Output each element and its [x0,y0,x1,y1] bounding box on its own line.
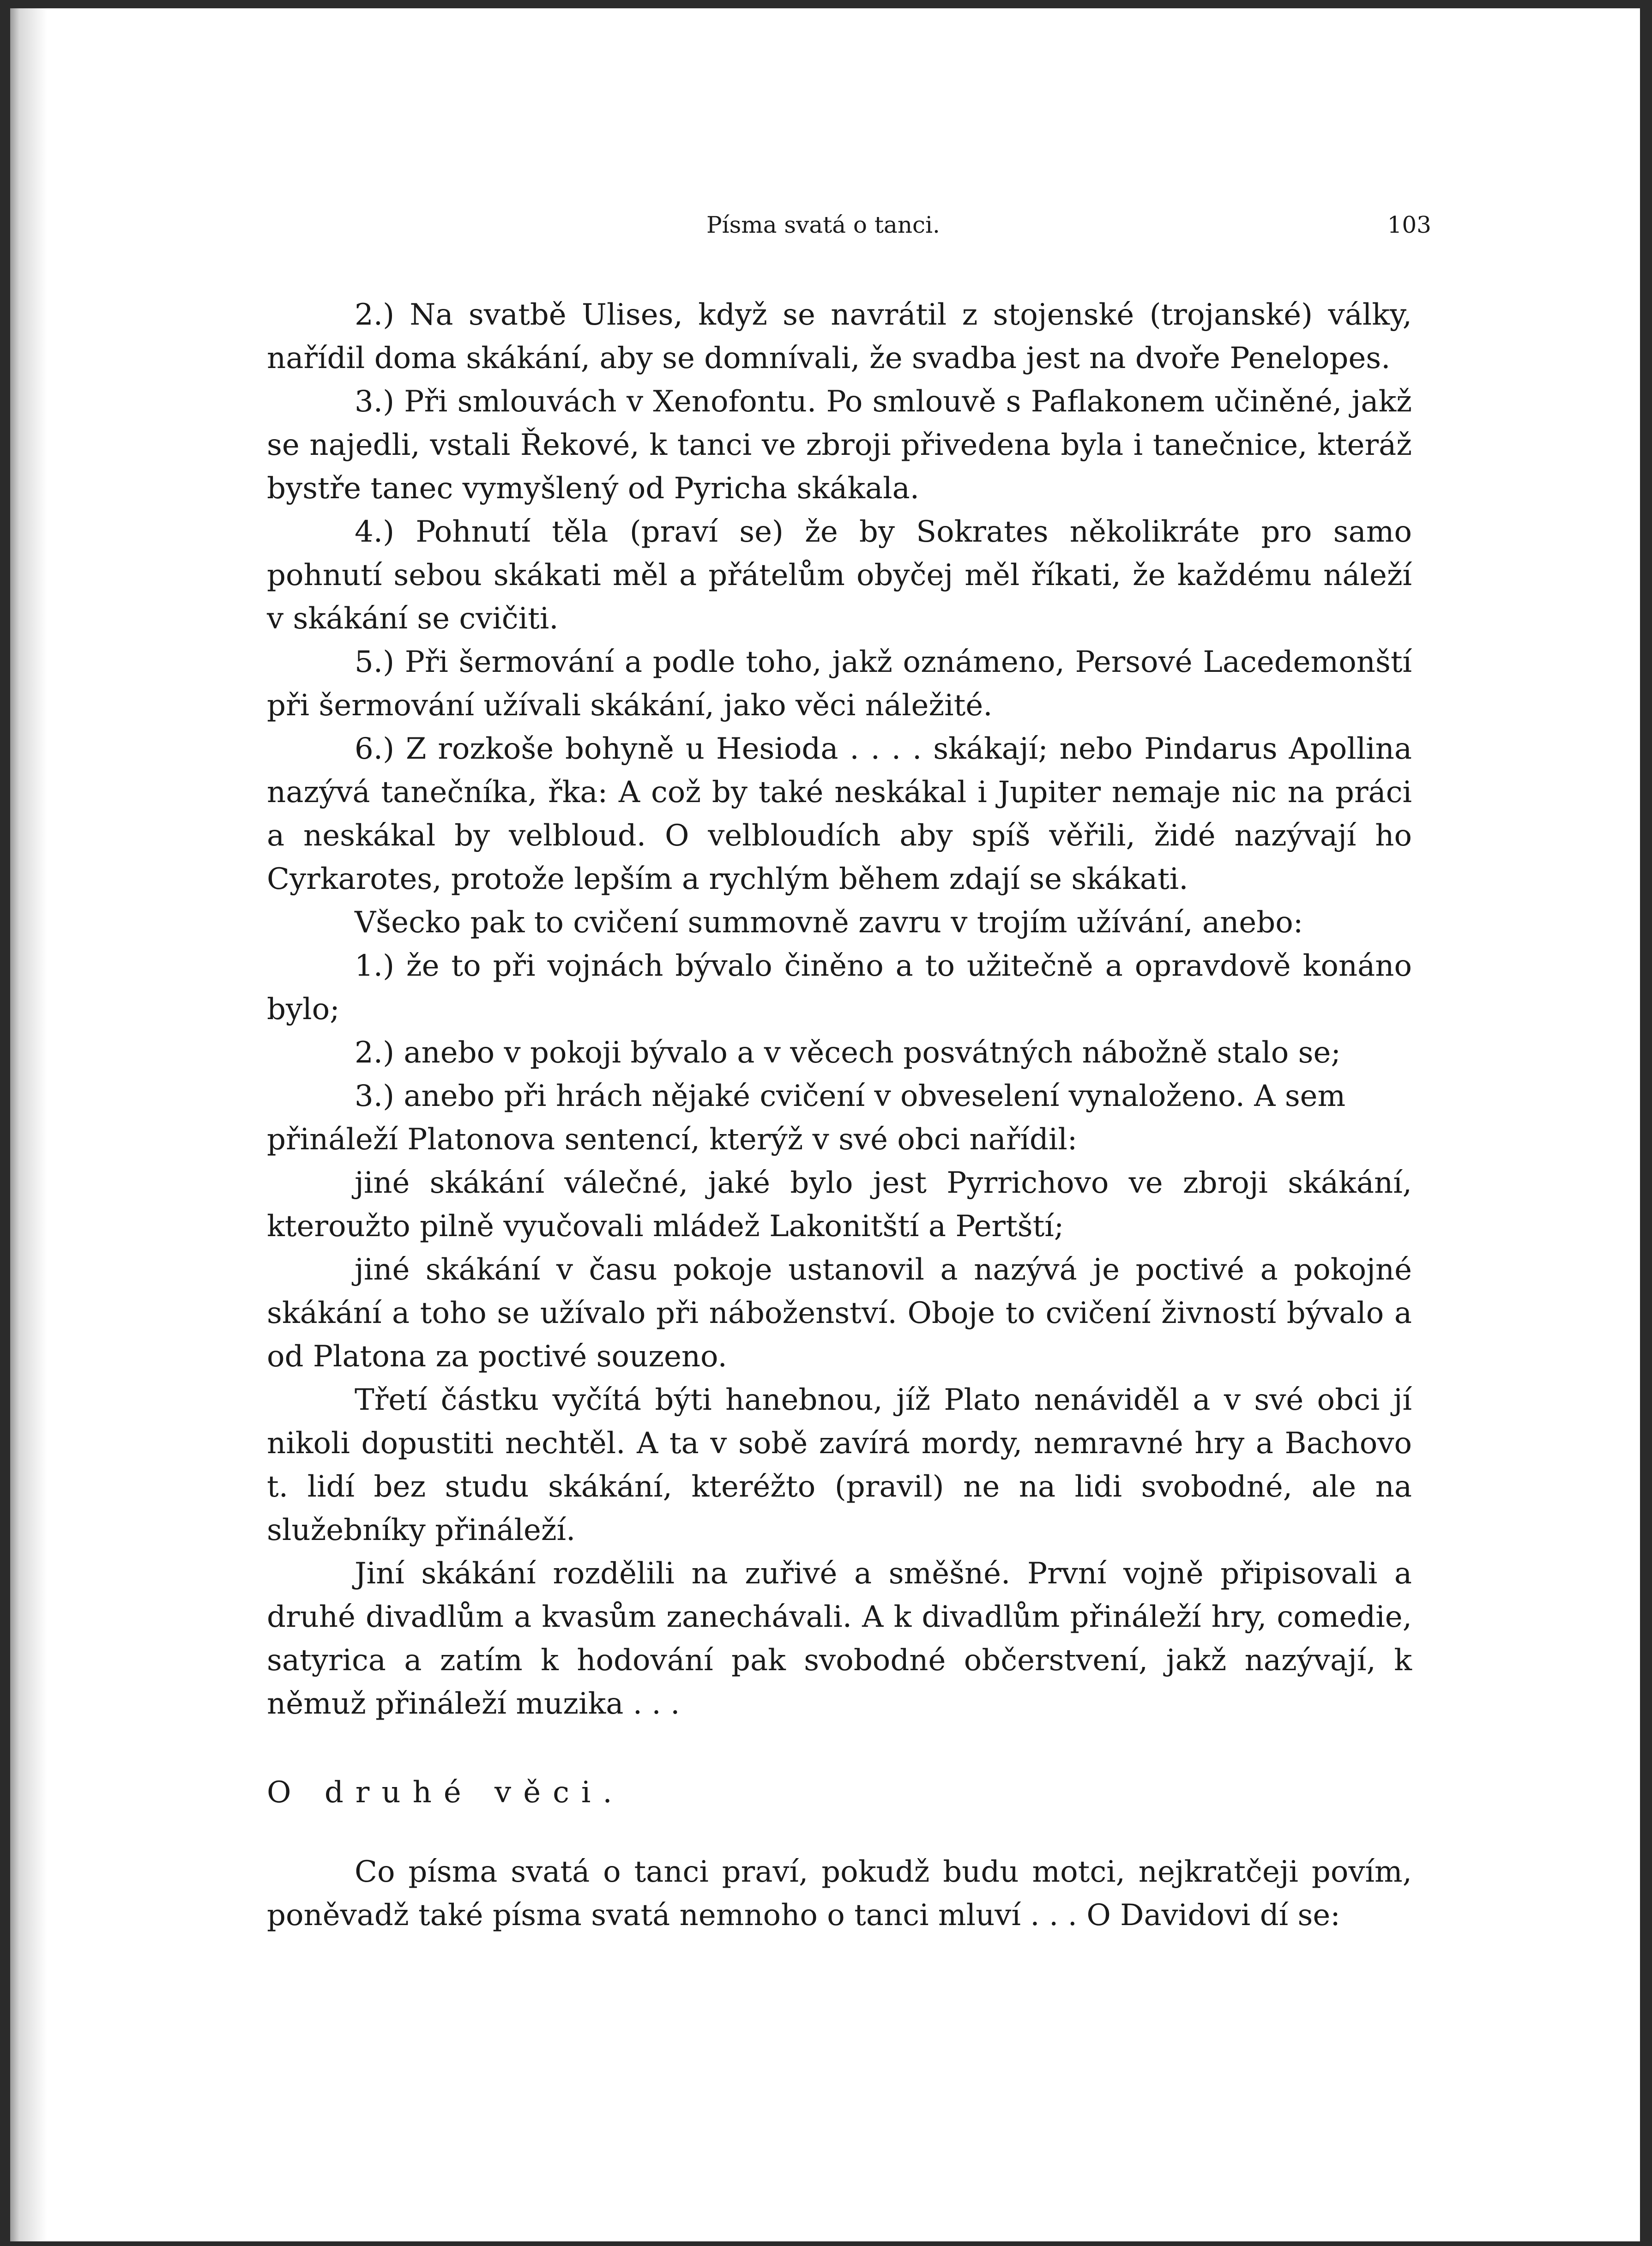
paragraph-summary: Všecko pak to cvičení summovně zavru v trojím užívání, anebo: [355,906,1303,940]
paragraph-treti-castka: Třetí částku vyčítá býti hanebnou, jíž Plato nenáviděl a v své obci jí nikoli dopustiti nechtěl. A ta v sobě zavírá mordy, nemravné hry a Bachovo t. lidí bez studu skákání, kteréžto (pravil) ne na lidi svobodné, ale na služebníky přináleží. [267,1383,1412,1547]
paragraph-zurive-smesne: Jiní skákání rozdělili na zuřivé a směšné. První vojně připisovali a druhé divadlům a kvasům zanechávali. A k divadlům přináleží hry, comedie, satyrica a zatím k hodování pak svobodné občerstvení, jakž nazývají, k němuž přináleží muzika . . . [267,1557,1412,1721]
page-number: 103 [1387,211,1431,238]
paragraph-item-1: 1.) že to při vojnách bývalo činěno a to užitečně a opravdově konáno bylo; [267,949,1412,1026]
text-body [267,293,1412,1937]
paragraph-6-hesiod: 6.) Z rozkoše bohyně u Hesioda . . . . skákají; nebo Pindarus Apollina nazývá tanečníka, řka: A což by také neskákal i Jupiter nemaje nic na práci a neskákal by velbloud. O velbloudích aby spíš věřili, židé nazývají ho Cyrkarotes, protože lepším a rychlým během zdají se skákati. [267,732,1412,896]
paragraph-valecne: jiné skákání válečné, jaké bylo jest Pyrrichovo ve zbroji skákání, kteroužto pilně vyučovali mládež Lakonitští a Pertští; [267,1166,1412,1244]
paragraph-item-3: 3.) anebo při hrách nějaké cvičení v obveselení vynaloženo. A sem [355,1079,1346,1113]
paragraph-item-2: 2.) anebo v pokoji bývalo a v věcech posvátných nábožně stalo se; [355,1036,1341,1070]
paragraph-platon: přináleží Platonova sentencí, kterýž v své obci nařídil: [267,1123,1078,1157]
page-header [706,211,1431,244]
paragraph-pokoj: jiné skákání v času pokoje ustanovil a nazývá je poctivé a pokojné skákání a toho se užívalo při náboženství. Oboje to cvičení živností bývalo a od Platona za poctivé souzeno. [267,1253,1412,1374]
paragraph-closing: Co písma svatá o tanci praví, pokudž budu motci, nejkratčeji povím, poněvadž také písma svatá nemnoho o tanci mluví . . . O Davidovi dí se: [267,1855,1412,1932]
book-binding-shadow [10,8,47,2241]
paragraph-3-xenofont: 3.) Při smlouvách v Xenofontu. Po smlouvě s Paflakonem učiněné, jakž se najedli, vstali Řekové, k tanci ve zbroji přivedena byla i tanečnice, kteráž bystře tanec vymyšlený od Pyricha skákala. [267,385,1412,506]
section-heading: O druhé věci. [267,1775,624,1810]
paragraph-2-ulises: 2.) Na svatbě Ulises, když se navrátil z stojenské (trojanské) války, nařídil doma skákání, aby se domnívali, že svadba jest na dvoře Penelopes. [267,298,1412,375]
paragraph-4-sokrates: 4.) Pohnutí těla (praví se) že by Sokrates několikráte pro samo pohnutí sebou skákati měl a přátelům obyčej měl říkati, že každému náleží v skákání se cvičiti. [267,515,1412,636]
paragraph-5-sermovani: 5.) Při šermování a podle toho, jakž oznámeno, Persové Lacedemonští při šermování užívali skákání, jako věci náležité. [267,645,1412,723]
running-title: Písma svatá o tanci. [706,211,940,238]
